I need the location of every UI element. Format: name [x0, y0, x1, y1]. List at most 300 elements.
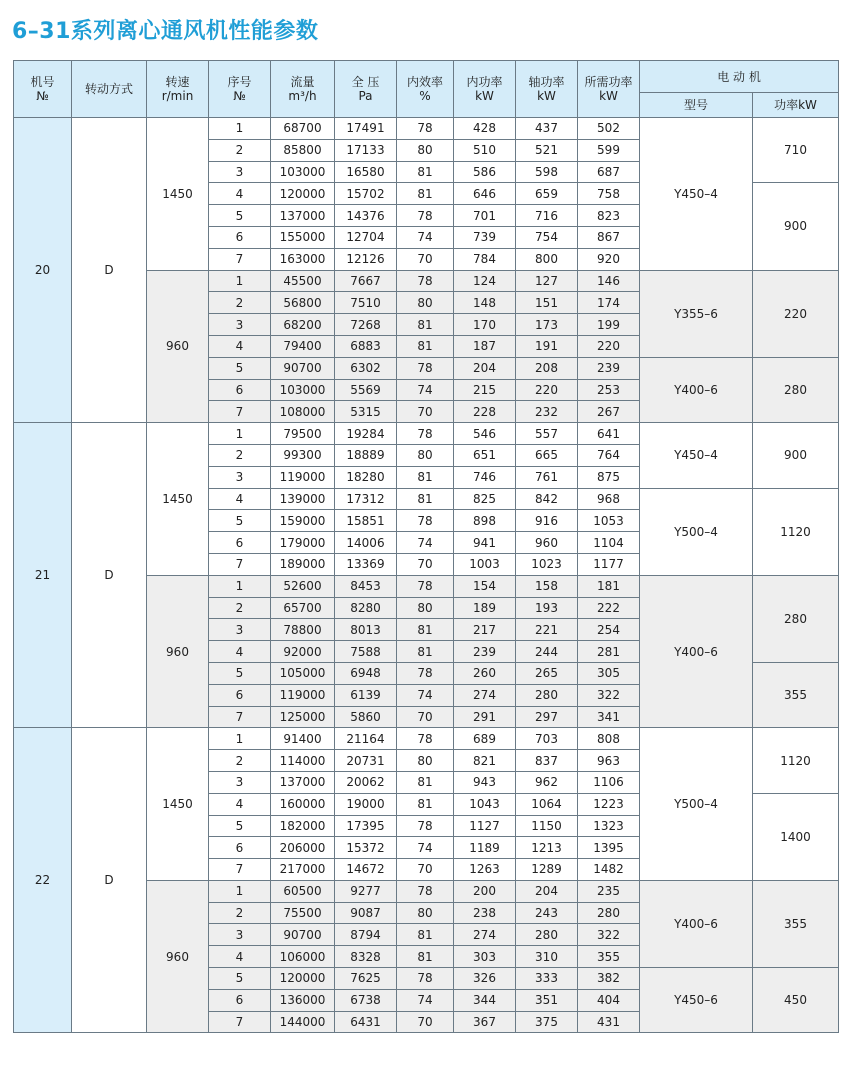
efficiency-cell: 78 [397, 423, 454, 445]
pressure-cell: 19000 [335, 793, 397, 815]
seq-cell: 3 [209, 619, 271, 641]
flow-cell: 136000 [271, 989, 335, 1011]
table-body [14, 118, 839, 1033]
flow-cell: 68200 [271, 314, 335, 336]
pressure-cell: 6738 [335, 989, 397, 1011]
required-power-cell: 222 [578, 597, 640, 619]
efficiency-cell: 74 [397, 379, 454, 401]
internal-power-cell: 784 [454, 248, 516, 270]
efficiency-cell: 78 [397, 575, 454, 597]
header-drive: 转动方式 [72, 61, 147, 118]
flow-cell: 159000 [271, 510, 335, 532]
header-motor-model: 型号 [640, 93, 753, 118]
motor-power-cell: 450 [753, 968, 839, 1033]
required-power-cell: 239 [578, 357, 640, 379]
flow-cell: 45500 [271, 270, 335, 292]
pressure-cell: 8280 [335, 597, 397, 619]
motor-power-cell: 1400 [753, 793, 839, 880]
motor-power-cell: 900 [753, 183, 839, 270]
shaft-power-cell: 151 [516, 292, 578, 314]
internal-power-cell: 821 [454, 750, 516, 772]
pressure-cell: 6948 [335, 662, 397, 684]
header-efficiency: 内效率 % [397, 61, 454, 118]
flow-cell: 75500 [271, 902, 335, 924]
shaft-power-cell: 665 [516, 444, 578, 466]
internal-power-cell: 200 [454, 880, 516, 902]
required-power-cell: 758 [578, 183, 640, 205]
seq-cell: 2 [209, 902, 271, 924]
motor-power-cell: 900 [753, 423, 839, 488]
required-power-cell: 382 [578, 968, 640, 990]
required-power-cell: 1053 [578, 510, 640, 532]
flow-cell: 189000 [271, 553, 335, 575]
pressure-cell: 18889 [335, 444, 397, 466]
required-power-cell: 1177 [578, 553, 640, 575]
internal-power-cell: 148 [454, 292, 516, 314]
internal-power-cell: 1003 [454, 553, 516, 575]
required-power-cell: 281 [578, 641, 640, 663]
shaft-power-cell: 598 [516, 161, 578, 183]
pressure-cell: 20062 [335, 771, 397, 793]
table-row [14, 118, 839, 140]
pressure-cell: 20731 [335, 750, 397, 772]
seq-cell: 5 [209, 205, 271, 227]
header-shaft-power: 轴功率 kW [516, 61, 578, 118]
speed-cell: 1450 [147, 423, 209, 576]
flow-cell: 139000 [271, 488, 335, 510]
efficiency-cell: 81 [397, 183, 454, 205]
required-power-cell: 823 [578, 205, 640, 227]
pressure-cell: 17395 [335, 815, 397, 837]
pressure-cell: 5569 [335, 379, 397, 401]
seq-cell: 1 [209, 728, 271, 750]
pressure-cell: 17312 [335, 488, 397, 510]
flow-cell: 119000 [271, 466, 335, 488]
efficiency-cell: 81 [397, 488, 454, 510]
required-power-cell: 764 [578, 444, 640, 466]
speed-cell: 1450 [147, 728, 209, 881]
pressure-cell: 6431 [335, 1011, 397, 1033]
performance-table [13, 60, 839, 1033]
required-power-cell: 254 [578, 619, 640, 641]
required-power-cell: 808 [578, 728, 640, 750]
shaft-power-cell: 232 [516, 401, 578, 423]
efficiency-cell: 80 [397, 292, 454, 314]
internal-power-cell: 170 [454, 314, 516, 336]
pressure-cell: 19284 [335, 423, 397, 445]
efficiency-cell: 70 [397, 859, 454, 881]
seq-cell: 1 [209, 118, 271, 140]
motor-power-cell: 220 [753, 270, 839, 357]
internal-power-cell: 1263 [454, 859, 516, 881]
internal-power-cell: 344 [454, 989, 516, 1011]
efficiency-cell: 74 [397, 989, 454, 1011]
header-flow: 流量 m³/h [271, 61, 335, 118]
internal-power-cell: 428 [454, 118, 516, 140]
pressure-cell: 9277 [335, 880, 397, 902]
seq-cell: 2 [209, 597, 271, 619]
shaft-power-cell: 842 [516, 488, 578, 510]
efficiency-cell: 80 [397, 597, 454, 619]
header-motor: 电 动 机 [640, 61, 839, 93]
required-power-cell: 687 [578, 161, 640, 183]
required-power-cell: 267 [578, 401, 640, 423]
shaft-power-cell: 557 [516, 423, 578, 445]
required-power-cell: 431 [578, 1011, 640, 1033]
required-power-cell: 404 [578, 989, 640, 1011]
drive-cell: D [72, 118, 147, 423]
flow-cell: 137000 [271, 205, 335, 227]
efficiency-cell: 70 [397, 706, 454, 728]
efficiency-cell: 80 [397, 750, 454, 772]
efficiency-cell: 81 [397, 466, 454, 488]
motor-power-cell: 1120 [753, 728, 839, 793]
internal-power-cell: 367 [454, 1011, 516, 1033]
seq-cell: 6 [209, 837, 271, 859]
efficiency-cell: 74 [397, 684, 454, 706]
header-internal-power: 内功率 kW [454, 61, 516, 118]
shaft-power-cell: 1150 [516, 815, 578, 837]
internal-power-cell: 238 [454, 902, 516, 924]
internal-power-cell: 124 [454, 270, 516, 292]
pressure-cell: 7268 [335, 314, 397, 336]
efficiency-cell: 78 [397, 728, 454, 750]
motor-model-cell: Y400–6 [640, 880, 753, 967]
flow-cell: 119000 [271, 684, 335, 706]
internal-power-cell: 1189 [454, 837, 516, 859]
internal-power-cell: 291 [454, 706, 516, 728]
pressure-cell: 8328 [335, 946, 397, 968]
seq-cell: 7 [209, 706, 271, 728]
efficiency-cell: 80 [397, 444, 454, 466]
seq-cell: 1 [209, 270, 271, 292]
seq-cell: 1 [209, 423, 271, 445]
header-pressure: 全 压 Pa [335, 61, 397, 118]
shaft-power-cell: 333 [516, 968, 578, 990]
flow-cell: 56800 [271, 292, 335, 314]
flow-cell: 99300 [271, 444, 335, 466]
pressure-cell: 14376 [335, 205, 397, 227]
seq-cell: 2 [209, 444, 271, 466]
speed-cell: 960 [147, 880, 209, 1033]
required-power-cell: 322 [578, 924, 640, 946]
shaft-power-cell: 243 [516, 902, 578, 924]
efficiency-cell: 78 [397, 357, 454, 379]
shaft-power-cell: 521 [516, 139, 578, 161]
seq-cell: 7 [209, 859, 271, 881]
flow-cell: 125000 [271, 706, 335, 728]
flow-cell: 163000 [271, 248, 335, 270]
header-speed: 转速 r/min [147, 61, 209, 118]
pressure-cell: 17491 [335, 118, 397, 140]
flow-cell: 65700 [271, 597, 335, 619]
flow-cell: 206000 [271, 837, 335, 859]
motor-model-cell: Y500–4 [640, 488, 753, 575]
seq-cell: 4 [209, 641, 271, 663]
efficiency-cell: 81 [397, 314, 454, 336]
drive-cell: D [72, 423, 147, 728]
seq-cell: 1 [209, 880, 271, 902]
seq-cell: 3 [209, 466, 271, 488]
shaft-power-cell: 173 [516, 314, 578, 336]
required-power-cell: 1395 [578, 837, 640, 859]
pressure-cell: 15702 [335, 183, 397, 205]
seq-cell: 5 [209, 815, 271, 837]
pressure-cell: 15851 [335, 510, 397, 532]
efficiency-cell: 78 [397, 662, 454, 684]
internal-power-cell: 586 [454, 161, 516, 183]
speed-cell: 960 [147, 575, 209, 728]
flow-cell: 78800 [271, 619, 335, 641]
efficiency-cell: 81 [397, 924, 454, 946]
shaft-power-cell: 659 [516, 183, 578, 205]
flow-cell: 85800 [271, 139, 335, 161]
efficiency-cell: 74 [397, 226, 454, 248]
required-power-cell: 502 [578, 118, 640, 140]
efficiency-cell: 70 [397, 401, 454, 423]
required-power-cell: 199 [578, 314, 640, 336]
required-power-cell: 1323 [578, 815, 640, 837]
efficiency-cell: 74 [397, 837, 454, 859]
efficiency-cell: 78 [397, 815, 454, 837]
required-power-cell: 146 [578, 270, 640, 292]
performance-table-container [13, 60, 839, 1033]
efficiency-cell: 81 [397, 619, 454, 641]
shaft-power-cell: 703 [516, 728, 578, 750]
pressure-cell: 7667 [335, 270, 397, 292]
shaft-power-cell: 916 [516, 510, 578, 532]
required-power-cell: 220 [578, 335, 640, 357]
internal-power-cell: 326 [454, 968, 516, 990]
required-power-cell: 235 [578, 880, 640, 902]
seq-cell: 2 [209, 750, 271, 772]
required-power-cell: 867 [578, 226, 640, 248]
shaft-power-cell: 310 [516, 946, 578, 968]
shaft-power-cell: 960 [516, 532, 578, 554]
flow-cell: 114000 [271, 750, 335, 772]
required-power-cell: 305 [578, 662, 640, 684]
pressure-cell: 16580 [335, 161, 397, 183]
shaft-power-cell: 191 [516, 335, 578, 357]
motor-model-cell: Y400–6 [640, 357, 753, 422]
required-power-cell: 1106 [578, 771, 640, 793]
seq-cell: 7 [209, 1011, 271, 1033]
internal-power-cell: 204 [454, 357, 516, 379]
motor-power-cell: 280 [753, 575, 839, 662]
efficiency-cell: 78 [397, 270, 454, 292]
required-power-cell: 875 [578, 466, 640, 488]
efficiency-cell: 78 [397, 205, 454, 227]
seq-cell: 4 [209, 183, 271, 205]
motor-model-cell: Y450–4 [640, 423, 753, 488]
flow-cell: 120000 [271, 183, 335, 205]
motor-model-cell: Y450–4 [640, 118, 753, 271]
header-motor-power: 功率kW [753, 93, 839, 118]
motor-model-cell: Y450–6 [640, 968, 753, 1033]
internal-power-cell: 546 [454, 423, 516, 445]
seq-cell: 4 [209, 946, 271, 968]
pressure-cell: 7588 [335, 641, 397, 663]
required-power-cell: 1223 [578, 793, 640, 815]
flow-cell: 92000 [271, 641, 335, 663]
internal-power-cell: 154 [454, 575, 516, 597]
internal-power-cell: 746 [454, 466, 516, 488]
seq-cell: 6 [209, 684, 271, 706]
header-machine-no: 机号 № [14, 61, 72, 118]
drive-cell: D [72, 728, 147, 1033]
seq-cell: 7 [209, 553, 271, 575]
internal-power-cell: 274 [454, 684, 516, 706]
shaft-power-cell: 280 [516, 924, 578, 946]
flow-cell: 60500 [271, 880, 335, 902]
pressure-cell: 12704 [335, 226, 397, 248]
motor-model-cell: Y500–4 [640, 728, 753, 881]
pressure-cell: 8794 [335, 924, 397, 946]
shaft-power-cell: 280 [516, 684, 578, 706]
shaft-power-cell: 158 [516, 575, 578, 597]
seq-cell: 4 [209, 793, 271, 815]
table-row [14, 728, 839, 750]
internal-power-cell: 825 [454, 488, 516, 510]
shaft-power-cell: 208 [516, 357, 578, 379]
internal-power-cell: 646 [454, 183, 516, 205]
seq-cell: 3 [209, 161, 271, 183]
internal-power-cell: 187 [454, 335, 516, 357]
flow-cell: 120000 [271, 968, 335, 990]
internal-power-cell: 1043 [454, 793, 516, 815]
flow-cell: 79500 [271, 423, 335, 445]
shaft-power-cell: 221 [516, 619, 578, 641]
shaft-power-cell: 220 [516, 379, 578, 401]
internal-power-cell: 260 [454, 662, 516, 684]
internal-power-cell: 651 [454, 444, 516, 466]
pressure-cell: 14006 [335, 532, 397, 554]
seq-cell: 2 [209, 292, 271, 314]
pressure-cell: 6139 [335, 684, 397, 706]
flow-cell: 182000 [271, 815, 335, 837]
required-power-cell: 641 [578, 423, 640, 445]
internal-power-cell: 303 [454, 946, 516, 968]
required-power-cell: 1482 [578, 859, 640, 881]
shaft-power-cell: 1289 [516, 859, 578, 881]
shaft-power-cell: 1213 [516, 837, 578, 859]
seq-cell: 5 [209, 662, 271, 684]
shaft-power-cell: 193 [516, 597, 578, 619]
seq-cell: 1 [209, 575, 271, 597]
internal-power-cell: 941 [454, 532, 516, 554]
flow-cell: 91400 [271, 728, 335, 750]
motor-power-cell: 1120 [753, 488, 839, 575]
efficiency-cell: 78 [397, 118, 454, 140]
efficiency-cell: 81 [397, 641, 454, 663]
required-power-cell: 253 [578, 379, 640, 401]
internal-power-cell: 1127 [454, 815, 516, 837]
internal-power-cell: 239 [454, 641, 516, 663]
internal-power-cell: 189 [454, 597, 516, 619]
flow-cell: 217000 [271, 859, 335, 881]
internal-power-cell: 739 [454, 226, 516, 248]
flow-cell: 106000 [271, 946, 335, 968]
pressure-cell: 9087 [335, 902, 397, 924]
table-row [14, 423, 839, 445]
internal-power-cell: 943 [454, 771, 516, 793]
flow-cell: 160000 [271, 793, 335, 815]
internal-power-cell: 689 [454, 728, 516, 750]
shaft-power-cell: 351 [516, 989, 578, 1011]
pressure-cell: 6302 [335, 357, 397, 379]
required-power-cell: 599 [578, 139, 640, 161]
pressure-cell: 5860 [335, 706, 397, 728]
motor-power-cell: 710 [753, 118, 839, 183]
shaft-power-cell: 265 [516, 662, 578, 684]
flow-cell: 103000 [271, 161, 335, 183]
required-power-cell: 322 [578, 684, 640, 706]
shaft-power-cell: 1023 [516, 553, 578, 575]
shaft-power-cell: 204 [516, 880, 578, 902]
flow-cell: 79400 [271, 335, 335, 357]
seq-cell: 7 [209, 401, 271, 423]
pressure-cell: 21164 [335, 728, 397, 750]
efficiency-cell: 81 [397, 793, 454, 815]
motor-power-cell: 355 [753, 662, 839, 727]
flow-cell: 137000 [271, 771, 335, 793]
table-header [14, 61, 839, 118]
shaft-power-cell: 244 [516, 641, 578, 663]
flow-cell: 90700 [271, 357, 335, 379]
internal-power-cell: 215 [454, 379, 516, 401]
header-seq: 序号 № [209, 61, 271, 118]
pressure-cell: 17133 [335, 139, 397, 161]
pressure-cell: 15372 [335, 837, 397, 859]
shaft-power-cell: 761 [516, 466, 578, 488]
shaft-power-cell: 962 [516, 771, 578, 793]
internal-power-cell: 274 [454, 924, 516, 946]
motor-model-cell: Y400–6 [640, 575, 753, 728]
efficiency-cell: 80 [397, 139, 454, 161]
efficiency-cell: 81 [397, 771, 454, 793]
header-required-power: 所需功率 kW [578, 61, 640, 118]
flow-cell: 68700 [271, 118, 335, 140]
efficiency-cell: 78 [397, 968, 454, 990]
pressure-cell: 8013 [335, 619, 397, 641]
motor-power-cell: 280 [753, 357, 839, 422]
internal-power-cell: 217 [454, 619, 516, 641]
motor-power-cell: 355 [753, 880, 839, 967]
flow-cell: 144000 [271, 1011, 335, 1033]
flow-cell: 105000 [271, 662, 335, 684]
required-power-cell: 968 [578, 488, 640, 510]
speed-cell: 960 [147, 270, 209, 423]
shaft-power-cell: 837 [516, 750, 578, 772]
shaft-power-cell: 297 [516, 706, 578, 728]
internal-power-cell: 510 [454, 139, 516, 161]
required-power-cell: 355 [578, 946, 640, 968]
efficiency-cell: 70 [397, 1011, 454, 1033]
pressure-cell: 5315 [335, 401, 397, 423]
seq-cell: 5 [209, 357, 271, 379]
pressure-cell: 13369 [335, 553, 397, 575]
page-title: 6–31系列离心通风机性能参数 [12, 19, 319, 44]
required-power-cell: 1104 [578, 532, 640, 554]
flow-cell: 52600 [271, 575, 335, 597]
flow-cell: 179000 [271, 532, 335, 554]
pressure-cell: 14672 [335, 859, 397, 881]
machine-no-cell: 21 [14, 423, 72, 728]
flow-cell: 108000 [271, 401, 335, 423]
seq-cell: 6 [209, 226, 271, 248]
efficiency-cell: 70 [397, 553, 454, 575]
efficiency-cell: 80 [397, 902, 454, 924]
